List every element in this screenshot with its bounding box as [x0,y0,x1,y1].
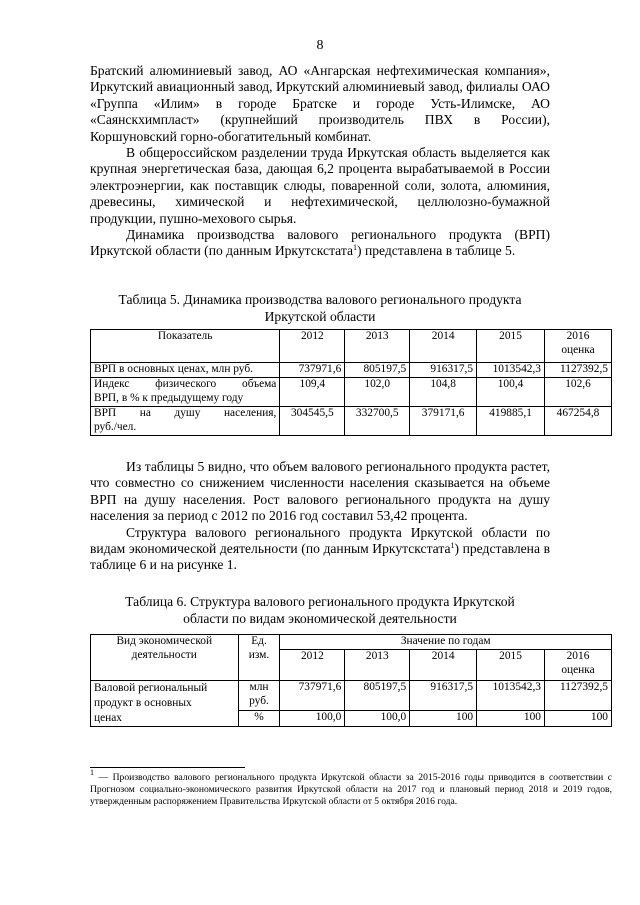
footnote-marker: 1 [90,768,94,777]
paragraph-energy-base: В общероссийском разделении труда Иркутская область выделяется как крупная энергетическая база, дающая 6,2 процента вырабатываемой в России электроэнергии, как поставщик слюды, поваренной соли, золота, алюминия, древесины, химической и нефтехимической, целлюлозно-бумажной продукции, пушно-мехового сырья. [90,145,550,226]
page-number: 8 [316,38,324,53]
table6-header-2016: 2016 оценка [545,650,612,681]
table5-row-label: ВРП в основных ценах, млн руб. [91,363,280,378]
paragraph-enterprises: Братский алюминиевый завод, АО «Ангарская нефтехимическая компания», Иркутский авиационный завод, Иркутский алюминиевый завод, филиалы ОАО «Группа «Илим» в городе Братске и городе Усть-Илимске, АО «Саянскхимпласт» (крупнейший производитель ПВХ в России), Коршуновский горно-обогатительный комбинат. [90,63,550,144]
table5-row-label: Индекс физического объема ВРП, в % к предыдущему году [91,378,280,407]
paragraph-table5-analysis: Из таблицы 5 видно, что объем валового регионального продукта растет, что совместно со снижением численности населения сказывается на объеме ВРП на душу населения. Рост валового регионального продукта на душу населения за период с 2012 по 2016 год составил 53,42 процента. [90,459,550,524]
table6-header-values-by-year: Значение по годам [280,635,612,650]
table5-header-2013: 2013 [345,330,410,363]
footnote: $^1$ — Производство валового регионального продукта Иркутской области за 2015-2016 годы приводится в соответствии с Прогнозом социально-экономического развития Иркутской области на 2017 год и плановый период 2018 и 2019 годов, утвержденным распоряжением Правительства Иркутской области от 5 октября 2016 года. [90,768,612,808]
table-cell: 1013542,3 [477,681,545,711]
footnote-ref: 1 [450,541,455,551]
table-cell: 419885,1 [477,407,545,436]
table6-unit-mln-rub: млн руб. [238,681,280,711]
table5-header-indicator: Показатель [91,330,280,363]
table-cell: 100,4 [477,378,545,407]
paragraph-grp-dynamics: Динамика производства валового регионального продукта (ВРП) Иркутской области (по данным Иркутскстата$^1$) представлена в таблице 5. [90,227,550,259]
table-cell: 100 [545,711,612,727]
table-cell: 1127392,5 [545,681,612,711]
table-cell: 100,0 [280,711,345,727]
table5-header-2014: 2014 [410,330,477,363]
table6-row-activity: Валовой региональный продукт в основных ценах [91,681,239,727]
table-cell: 737971,6 [280,681,345,711]
table5-caption: Таблица 5. Динамика производства валового регионального продукта Иркутской области [118,292,522,324]
table6-header-2012: 2012 [280,650,345,681]
table-cell: 100 [410,711,477,727]
table6-header-2013: 2013 [345,650,410,681]
table-cell: 916317,5 [410,681,477,711]
table-cell: 379171,6 [410,407,477,436]
table-cell: 102,6 [545,378,612,407]
table6-caption: Таблица 6. Структура валового регионального продукта Иркутской области по видам экономической деятельности [125,594,515,626]
table-cell: 109,4 [280,378,345,407]
table6-header-unit: Ед. изм. [238,635,280,681]
table-cell: 467254,8 [545,407,612,436]
table-cell: 737971,6 [280,363,345,378]
table5-header-row [91,330,612,363]
table6-header-2015: 2015 [477,650,545,681]
table-cell: 102,0 [345,378,410,407]
paragraph-structure: Структура валового регионального продукта Иркутской области по видам экономической деятельности (по данным Иркутскстата$^1$) представлена в таблице 6 и на рисунке 1. [90,524,551,573]
text-block-top [90,63,550,260]
table5-header-2012: 2012 [280,330,345,363]
table-row [91,407,612,436]
text-block-middle [90,459,550,574]
table6-header-2014: 2014 [410,650,477,681]
table-cell: 304545,5 [280,407,345,436]
table-row [91,363,612,378]
footnote-ref: 1 [353,243,358,253]
table-cell: 104,8 [410,378,477,407]
table-cell: 100 [477,711,545,727]
table6-grp-structure [90,634,612,727]
table-cell: 332700,5 [345,407,410,436]
table5-header-2016: 2016 оценка [545,330,612,363]
table-cell: 1127392,5 [545,363,612,378]
table-cell: 916317,5 [410,363,477,378]
table5-grp-dynamics [90,329,612,436]
table-cell: 1013542,3 [477,363,545,378]
table6-header-activity: Вид экономической деятельности [91,635,239,681]
table-cell: 805197,5 [345,363,410,378]
table5-row-label: ВРП на душу населения, руб./чел. [91,407,280,436]
table6-unit-percent: % [238,711,280,727]
table6-header-row [91,635,612,650]
footnote-separator [90,767,245,768]
table5-header-2015: 2015 [477,330,545,363]
table-row [91,681,612,711]
table-cell: 805197,5 [345,681,410,711]
table-cell: 100,0 [345,711,410,727]
table-row [91,378,612,407]
